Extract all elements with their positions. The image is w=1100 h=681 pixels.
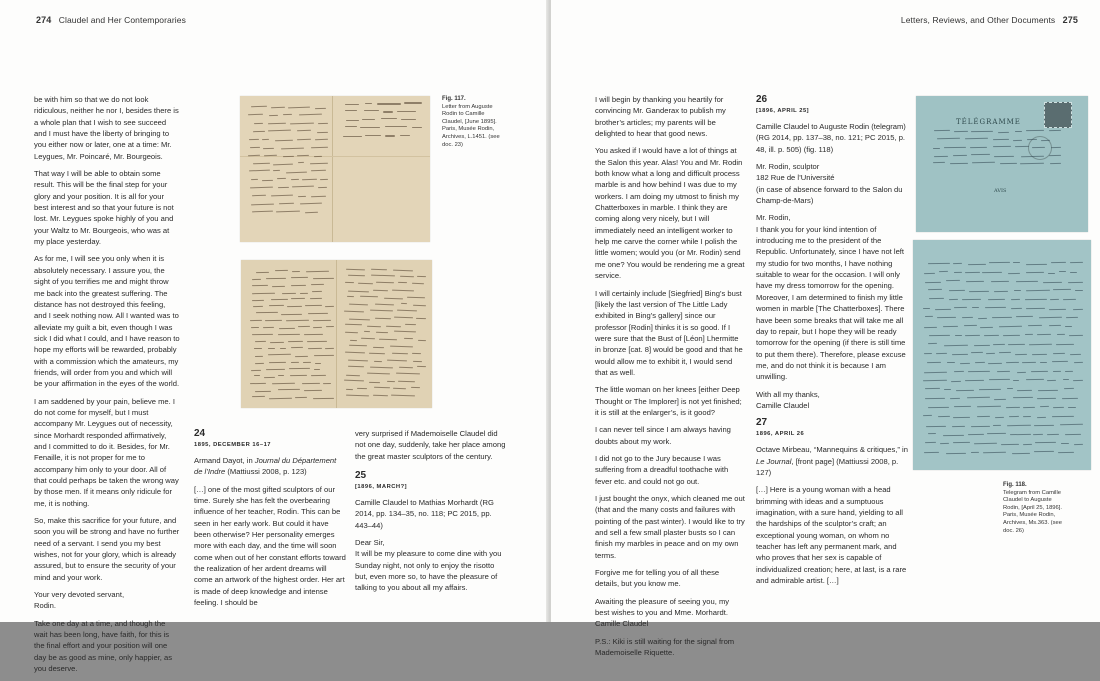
handwriting-stroke — [268, 122, 286, 124]
handwriting-stroke — [291, 362, 299, 363]
handwriting-stroke — [318, 122, 328, 124]
handwriting-stroke — [412, 127, 422, 128]
handwriting-stroke — [280, 348, 286, 349]
handwriting-stroke — [350, 340, 358, 341]
doc-24 — [194, 424, 346, 614]
handwriting-stroke — [960, 362, 970, 363]
doc-text: […] Here is a young woman with a head brimming with ideas and a sumptuous imagination, with a sure hand, yielding to all the hardships of the sculptor’s craft; an exceptional young woman, on whom no teacher has left any permanent mark, and who proves that her sex is capable of individualized creation; here, at last, is a rare and admirable artist. […] — [756, 485, 907, 586]
handwriting-stroke — [358, 282, 373, 284]
handwriting-stroke — [1037, 416, 1047, 417]
handwriting-stroke — [385, 135, 395, 136]
handwriting-stroke — [935, 309, 951, 310]
address-line: 182 Rue de l’Université — [756, 173, 835, 183]
handwriting-stroke — [252, 279, 261, 280]
postage-stamp — [1044, 102, 1072, 128]
right-page — [551, 0, 1100, 658]
handwriting-stroke — [343, 136, 362, 137]
left-page-number: 274 — [36, 15, 52, 25]
handwriting-stroke — [986, 353, 995, 354]
handwriting-stroke — [386, 325, 401, 327]
handwriting-stroke — [253, 130, 265, 132]
signature-line: Camille Claudel — [595, 619, 649, 629]
doc-salutation: Dear Sir, — [355, 538, 385, 548]
handwriting-stroke — [944, 344, 968, 346]
doc-citation: Camille Claudel to Auguste Rodin (telegram) (RG 2014, pp. 137–38, no. 121; PC 2015, p. 48, ill. p. 505) (fig. 118) — [756, 122, 906, 154]
handwriting-stroke — [386, 380, 394, 381]
handwriting-stroke — [1051, 147, 1061, 148]
handwriting-stroke — [393, 387, 406, 389]
doc-25 — [355, 428, 507, 600]
handwriting-stroke — [364, 110, 379, 111]
handwriting-stroke — [255, 362, 264, 363]
handwriting-stroke — [272, 286, 285, 287]
handwriting-stroke — [306, 270, 329, 272]
handwriting-stroke — [994, 291, 1008, 292]
handwriting-stroke — [1001, 444, 1019, 445]
paragraph: That way I will be able to obtain some result. This will be the final step for your glory and your position. It is all for your best interest and so that your future is not lost. Mr. Leygues spoke highly of you and your Waltz to Mr. Bourgeois, who was at my place yesterday. — [34, 169, 174, 247]
handwriting-stroke — [263, 147, 274, 149]
postscript: P.S.: Kiki is still waiting for the signal from Mademoiselle Riquette. — [595, 636, 735, 658]
left-running-head — [36, 15, 186, 25]
address-line: (in case of absence forward to the Salon du Champ-de-Mars) — [756, 184, 903, 206]
handwriting-stroke — [404, 102, 422, 103]
figure-label: Fig. 117. — [442, 96, 466, 102]
paragraph: Awaiting the pleasure of seeing you, my best wishes to you and Mme. Morhardt. — [595, 596, 730, 618]
handwriting-stroke — [954, 272, 962, 273]
left-column-1 — [34, 94, 180, 681]
handwriting-stroke — [924, 327, 937, 328]
handwriting-stroke — [248, 154, 260, 156]
doc-salutation: Mr. Rodin, — [756, 213, 791, 223]
handwriting-stroke — [325, 348, 334, 349]
handwriting-stroke — [345, 104, 359, 105]
handwriting-stroke — [934, 156, 948, 157]
handwriting-stroke — [313, 327, 322, 328]
right-column-2 — [756, 94, 908, 592]
handwriting-stroke — [323, 383, 331, 384]
handwriting-stroke — [998, 131, 1009, 132]
handwriting-stroke — [295, 397, 307, 398]
handwriting-stroke — [953, 417, 970, 418]
figure-caption-text: Letter from Auguste Rodin to Camille Claudel, [June 1895]. Paris, Musée Rodin, Archives, L.1451. (see doc. 23) — [442, 103, 500, 148]
handwriting-stroke — [965, 272, 980, 273]
paragraph: I did not go to the Jury because I was suffering from a dreadful toothache with fever etc. and could not go out. — [595, 453, 729, 486]
handwriting-stroke — [945, 452, 965, 454]
handwriting-stroke — [385, 126, 407, 127]
handwriting-stroke — [962, 317, 973, 318]
handwriting-stroke — [255, 390, 272, 391]
handwriting-stroke — [968, 264, 986, 265]
handwriting-stroke — [978, 318, 987, 319]
doc-text: I thank you for your kind intention of introducing me to the president of the Republic. Unfortunately, since I have not left my studio for two months, I have nothing suitable to wear for the occasion. I will only have my dress tomorrow for the opening. Moreover, I am determined to finish my little women in marble [The Chatterboxes]. There have been some breaks that will take me all day to repair, but I hope they will be ready tomorrow for the opening (if there is still time to put them there). Therefore, please excuse me, and do not think it is because I am unwilling. — [756, 224, 906, 382]
handwriting-stroke — [995, 417, 1004, 418]
handwriting-stroke — [974, 345, 990, 346]
handwriting-stroke — [318, 186, 327, 188]
handwriting-stroke — [923, 371, 946, 373]
handwriting-stroke — [313, 397, 334, 399]
handwriting-stroke — [254, 348, 262, 349]
handwriting-stroke — [951, 381, 961, 382]
handwriting-stroke — [1008, 273, 1020, 274]
handwriting-stroke — [1053, 371, 1061, 372]
paragraph: The little woman on her knees [either Deep Thought or The Implorer] is not yet finished; it is still at the enlarger’s, is it good? — [595, 385, 742, 417]
right-page-number: 275 — [1062, 15, 1078, 25]
handwriting-stroke — [381, 118, 397, 119]
paragraph: I will certainly include [Siegfried] Bing’s bust [likely the last version of The Little Lady exhibited in Bing’s gallery] since our professor [Rodin] thinks it is so good. If I were sure that the Bust of [Léon] Lhermitte in bronze [cat. 8] would be good and that he would allow me to exhibit it, I would send that as well. — [595, 288, 743, 377]
handwriting-stroke — [413, 361, 422, 363]
paragraph: Forgive me for telling you of all these details, but you know me. — [595, 568, 720, 589]
handwriting-stroke — [1058, 452, 1074, 453]
handwriting-stroke — [400, 135, 410, 136]
handwriting-stroke — [1026, 271, 1044, 272]
telegram-heading: TÉLÉGRAMME — [956, 118, 1021, 126]
handwriting-stroke — [1048, 273, 1055, 274]
figure-label: Fig. 118. — [1003, 482, 1027, 488]
handwriting-stroke — [1021, 156, 1044, 158]
handwriting-stroke — [994, 399, 1006, 400]
doc-citation: Octave Mirbeau, “Mannequins & critiques,” in Le Journal, [front page] (Mattiussi 2008, p. 127) — [756, 445, 908, 477]
handwriting-stroke — [1074, 444, 1083, 445]
handwriting-stroke — [1006, 407, 1020, 408]
handwriting-stroke — [251, 179, 258, 180]
handwriting-stroke — [1075, 290, 1083, 291]
handwriting-stroke — [1017, 389, 1032, 390]
handwriting-stroke — [994, 156, 1014, 158]
handwriting-stroke — [298, 196, 306, 197]
handwriting-stroke — [360, 127, 379, 128]
handwriting-stroke — [1047, 379, 1056, 380]
doc-citation: Armand Dayot, in Journal du Département de l’Indre (Mattiussi 2008, p. 123) — [194, 456, 337, 477]
paragraph: As for me, I will see you only when it is absolutely necessary. I assure you, the sight of you terrifies me and might throw me back into the greatest suffering. The distance has not destroyed this feeling, and I seek nothing now. All I wanted was to alleviate my guilt a bit, even though I was sick I did what I could, and I have reason to hope my efforts will be rewarded, probably with a commission which the amateurs, my friends, will order from you and which will be your affirmation in the eyes of the world. — [34, 254, 180, 389]
paragraph: I just bought the onyx, which cleaned me out (that and the many costs and failures with pointing of the past winter). I would like to try and sell a few small plaster busts so I can finish my marbles in peace and on my own terms. — [595, 494, 745, 560]
handwriting-stroke — [1047, 434, 1059, 435]
handwriting-stroke — [1032, 354, 1047, 355]
handwriting-stroke — [1006, 361, 1019, 362]
handwriting-stroke — [362, 119, 374, 120]
figure-caption-text: Telegram from Camille Claudel to Auguste Rodin, [April 25, 1896]. Paris, Musée Rodin, Archives, Ms.363. (see doc. 26) — [1003, 489, 1062, 534]
handwriting-stroke — [974, 443, 997, 445]
handwriting-stroke — [272, 382, 295, 384]
handwriting-stroke — [269, 362, 286, 363]
doc-date: 1895, DECEMBER 16–17 — [194, 442, 272, 448]
handwriting-stroke — [1007, 424, 1031, 426]
handwriting-stroke — [295, 356, 308, 357]
handwriting-stroke — [1023, 406, 1036, 407]
handwriting-stroke — [970, 147, 987, 148]
handwriting-stroke — [417, 275, 426, 276]
handwriting-stroke — [1017, 371, 1026, 372]
paragraph: I will begin by thanking you heartily for convincing Mr. Ganderax to publish my brother’s articles; my parents will be delighted to hear that good news. — [595, 95, 726, 139]
handwriting-stroke — [1062, 397, 1078, 398]
handwriting-stroke — [365, 135, 381, 136]
handwriting-stroke — [383, 111, 392, 112]
doc-date: 1896, APRIL 26 — [756, 431, 805, 438]
address-line: Mr. Rodin, sculptor — [756, 162, 820, 172]
closing-line: Your very devoted servant, — [34, 590, 125, 600]
doc-number: 26 — [756, 94, 768, 105]
handwriting-stroke — [262, 179, 273, 181]
paragraph: So, make this sacrifice for your future, and soon you will be strong and have no further need of a servant. I send you my best wishes, not for your glory, which is already assured, but to ensure the security of your mind and your work. — [34, 516, 180, 582]
paragraph: be with him so that we do not look ridiculous, neither he nor I, besides there is a whole plan that I wish to see succeed and I must have the liberty of bringing to you either now or later, one at a time: Mr. Leygues, Mr. Poincaré, Mr. Bourgeois. — [34, 95, 179, 161]
handwriting-stroke — [1052, 416, 1074, 418]
handwriting-stroke — [1041, 139, 1050, 140]
handwriting-stroke — [925, 397, 945, 399]
doc-date: [1896, APRIL 25] — [756, 108, 810, 114]
handwriting-stroke — [345, 331, 358, 333]
handwriting-stroke — [925, 282, 941, 283]
handwriting-stroke — [1070, 353, 1081, 354]
handwriting-stroke — [924, 452, 939, 453]
doc-number: 27 — [756, 417, 768, 429]
handwriting-stroke — [1011, 308, 1022, 309]
handwriting-stroke — [345, 110, 357, 111]
handwriting-stroke — [265, 320, 282, 321]
left-running-title: Claudel and Her Contemporaries — [58, 15, 186, 25]
handwriting-stroke — [418, 339, 426, 340]
handwriting-stroke — [315, 107, 326, 109]
paragraph: I can never tell since I am always having doubts about my work. — [595, 425, 731, 446]
handwriting-stroke — [255, 356, 263, 357]
handwriting-stroke — [412, 352, 421, 353]
handwriting-stroke — [344, 310, 364, 312]
handwriting-stroke — [1043, 281, 1062, 283]
handwriting-stroke — [1065, 326, 1072, 327]
handwriting-stroke — [1014, 290, 1021, 291]
paragraph: Take one day at a time, and though the wait has been long, have faith, for this is the final effort and your position will one day be as good as mine, only happier, as you deserve. — [34, 618, 173, 674]
handwriting-stroke — [943, 434, 964, 436]
handwriting-stroke — [1015, 354, 1027, 355]
doc-text: […] one of the most gifted sculptors of our time. Surely she has felt the overbearing influence of her teacher, Rodin. This can be seen in her early work. But could it have been otherwise? Her personality emerges more with each day, and the time will soon come when out of her constant efforts toward the realization of her ardent dreams will come an artwork of the highest order. Her art is made of deep knowledge and intense feeling. I should be — [194, 484, 346, 608]
handwriting-stroke — [953, 154, 967, 155]
handwriting-stroke — [288, 341, 303, 342]
figure-118-caption — [1003, 482, 1069, 535]
signature-line: Camille Claudel — [756, 400, 810, 410]
right-column-1 — [595, 94, 745, 664]
handwriting-stroke — [965, 334, 980, 335]
left-page — [0, 0, 549, 674]
handwriting-stroke — [377, 103, 401, 104]
handwriting-stroke — [969, 290, 989, 292]
handwriting-stroke — [924, 272, 935, 273]
handwriting-stroke — [291, 179, 299, 180]
doc-text: It will be my pleasure to come dine with you Sunday night, not only to enjoy the risotto but, even more so, to have the pleasure of talking to you about all my affairs. — [355, 549, 502, 593]
handwriting-stroke — [397, 111, 416, 112]
handwriting-stroke — [300, 293, 308, 294]
doc-24-continued: very surprised if Mademoiselle Claudel did not one day, suddenly, take her place among the great master sculptors of the century. — [355, 429, 506, 461]
doc-number: 25 — [355, 470, 367, 482]
handwriting-stroke — [1049, 309, 1066, 310]
handwriting-stroke — [997, 371, 1010, 372]
handwriting-stroke — [304, 389, 322, 391]
handwriting-stroke — [933, 148, 940, 149]
telegram-image-bottom — [913, 240, 1091, 470]
handwriting-stroke — [346, 120, 359, 121]
telegram-avis: AVIS — [994, 188, 1007, 194]
handwriting-stroke — [988, 299, 1005, 300]
handwriting-stroke — [980, 327, 993, 328]
handwriting-stroke — [950, 398, 961, 399]
handwriting-stroke — [346, 388, 353, 389]
right-running-title: Letters, Reviews, and Other Documents — [900, 15, 1056, 25]
handwriting-stroke — [251, 327, 259, 328]
figure-117-caption — [442, 96, 504, 149]
paragraph: I am saddened by your pain, believe me. I do not come for myself, but I must accompany Mr. Leygues out of necessity, since Morhardt responded affirmatively, and I committed to do it. Besides, for Mr. Fenaille, it is not proper for me to accompany him only to your door. All of that could perhaps be taken the wrong way by those men. If it means only ridicule for me, it is nothing. — [34, 396, 179, 508]
handwriting-stroke — [392, 352, 408, 354]
handwriting-stroke — [1008, 344, 1025, 345]
handwriting-stroke — [962, 298, 981, 300]
handwriting-stroke — [1011, 299, 1020, 300]
handwriting-stroke — [371, 268, 387, 270]
handwriting-stroke — [325, 306, 334, 307]
handwriting-stroke — [262, 139, 269, 140]
handwriting-stroke — [374, 361, 382, 362]
handwriting-stroke — [365, 103, 372, 104]
handwriting-stroke — [940, 443, 949, 444]
doc-citation: Camille Claudel to Mathias Morhardt (RG 2014, pp. 134–35, no. 118; PC 2015, pp. 443–44) — [355, 498, 494, 530]
handwriting-stroke — [1034, 424, 1054, 426]
doc-number: 24 — [194, 428, 206, 439]
handwriting-stroke — [401, 119, 416, 120]
handwriting-stroke — [924, 353, 932, 354]
handwriting-stroke — [270, 342, 284, 343]
handwriting-stroke — [268, 348, 275, 349]
paragraph: You asked if I would have a lot of things at the Salon this year. Alas! You and Mr. Rodin both know what a long and difficult process marble is and how behind I was due to my workers. I am doing my utmost to finish my Chatterboxes in marble. I think they are coming along very nicely, but I will immediately need an intelligent worker to help me carve the corner while I polish the little women; would you (or Mr. Rodin) send me one? You would be rendering me a great service. — [595, 146, 745, 281]
handwriting-stroke — [252, 292, 275, 294]
handwriting-stroke — [305, 211, 318, 213]
handwriting-stroke — [317, 131, 328, 133]
handwriting-stroke — [955, 335, 962, 336]
handwriting-stroke — [282, 293, 296, 294]
handwriting-stroke — [1031, 371, 1048, 372]
signature-line: Rodin. — [34, 601, 56, 611]
handwriting-stroke — [278, 187, 289, 189]
closing-line: With all my thanks, — [756, 389, 820, 399]
right-running-head — [901, 15, 1078, 25]
handwriting-stroke — [988, 362, 1002, 363]
doc-date: [1896, MARCH?] — [355, 484, 408, 491]
handwriting-stroke — [345, 126, 357, 127]
handwriting-stroke — [928, 262, 950, 264]
handwriting-stroke — [954, 371, 964, 372]
handwriting-stroke — [1026, 263, 1047, 265]
handwriting-stroke — [952, 426, 965, 427]
